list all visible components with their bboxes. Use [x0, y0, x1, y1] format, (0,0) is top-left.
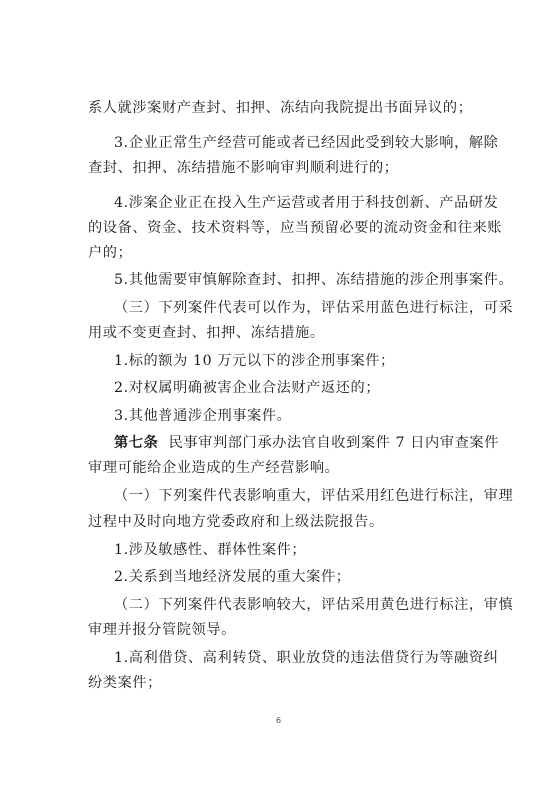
text-line: 1.涉及敏感性、群体性案件；: [114, 542, 307, 558]
text-line: 审理并报分管院领导。: [88, 622, 236, 638]
text-line: 过程中及时向地方党委政府和上级法院报告。: [88, 514, 384, 530]
text-line: 4.涉案企业正在投入生产运营或者用于科技创新、产品研发: [114, 195, 499, 211]
text-line: 1.高利借贷、高利转贷、职业放贷的违法借贷行为等融资纠: [114, 650, 499, 666]
article-text: 民事审判部门承办法官自收到案件 7 日内审查案件: [168, 435, 499, 451]
text-line: 3.其他普通涉企刑事案件。: [114, 408, 292, 424]
text-line: 查封、扣押、冻结措施不影响审判顺利进行的；: [88, 160, 399, 176]
article-label: 第七条: [114, 435, 159, 451]
text-line: 户的；: [88, 245, 133, 261]
text-line: （二）下列案件代表影响较大，评估采用黄色进行标注，审慎: [114, 597, 514, 613]
article-line: [114, 433, 499, 453]
text-line: 2.关系到当地经济发展的重大案件；: [114, 569, 351, 585]
text-line: 用或不变更查封、扣押、冻结措施。: [88, 325, 325, 341]
text-line: （三）下列案件代表可以作为，评估采用蓝色进行标注，可采: [114, 300, 514, 316]
text-line: 审理可能给企业造成的生产经营影响。: [88, 460, 340, 476]
text-line: 2.对权属明确被害企业合法财产返还的；: [114, 380, 381, 396]
text-line: 系人就涉案财产查封、扣押、冻结向我院提出书面异议的；: [88, 100, 473, 116]
text-line: 纷类案件；: [88, 675, 162, 691]
text-line: 3.企业正常生产经营可能或者已经因此受到较大影响，解除: [114, 135, 499, 151]
text-line: 5.其他需要审慎解除查封、扣押、冻结措施的涉企刑事案件。: [114, 272, 514, 288]
text-line: 的设备、资金、技术资料等，应当预留必要的流动资金和往来账: [88, 220, 503, 236]
text-line: （一）下列案件代表影响重大，评估采用红色进行标注，审理: [114, 488, 514, 504]
page-number: 6: [275, 716, 282, 725]
text-line: 1.标的额为 10 万元以下的涉企刑事案件；: [114, 353, 395, 369]
